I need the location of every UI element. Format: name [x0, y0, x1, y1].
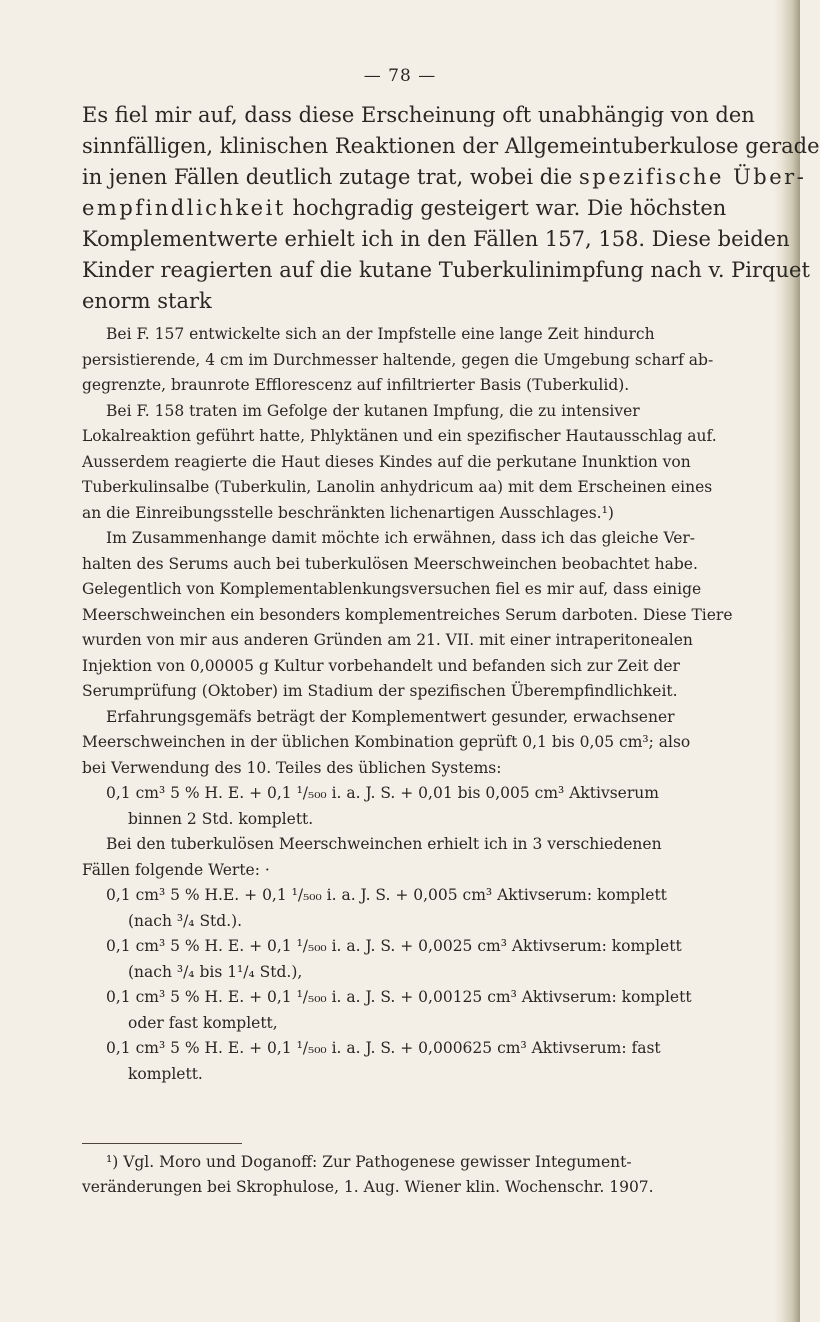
body-line: 0,1 cm³ 5 % H.E. + 0,1 ¹/₅₀₀ i. a. J. S. + 0,005 cm³ Aktivserum: komplett — [106, 886, 667, 904]
body-line: gegrenzte, braunrote Efflorescenz auf infiltrierter Basis (Tuberkulid). — [82, 376, 630, 394]
intro-line: empfindlichkeit hochgradig gesteigert war. Die höchsten — [82, 196, 727, 220]
body-line: wurden von mir aus anderen Gründen am 21. VII. mit einer intraperitonealen — [82, 631, 693, 649]
body-line: komplett. — [128, 1064, 203, 1083]
spaced-emphasis: spezifische Über- — [579, 165, 807, 189]
body-line: Meerschweinchen ein besonders komplementreiches Serum darboten. Diese Tiere — [82, 605, 733, 624]
spaced-emphasis: empfindlichkeit — [82, 196, 286, 220]
body-line: (nach ³/₄ bis 1¹/₄ Std.), — [128, 962, 303, 981]
footnote-line: ¹) Vgl. Moro und Doganoff: Zur Pathogenese gewisser Integument- — [106, 1153, 632, 1171]
intro-line: Es fiel mir auf, dass diese Erscheinung oft unabhängig von den — [82, 103, 755, 127]
body-line: Bei F. 157 entwickelte sich an der Impfstelle eine lange Zeit hindurch — [106, 325, 655, 343]
body-line: 0,1 cm³ 5 % H. E. + 0,1 ¹/₅₀₀ i. a. J. S. + 0,0025 cm³ Aktivserum: komplett — [106, 937, 682, 955]
body-line: an die Einreibungsstelle beschränkten lichenartigen Ausschlages.¹) — [82, 503, 614, 522]
page-number: — 78 — — [363, 66, 437, 86]
body-line: Bei F. 158 traten im Gefolge der kutanen Impfung, die zu intensiver — [106, 401, 640, 420]
body-line: Erfahrungsgemäfs beträgt der Komplementwert gesunder, erwachsener — [106, 707, 675, 726]
body-line: Gelegentlich von Komplementablenkungsversuchen fiel es mir auf, dass einige — [82, 580, 702, 598]
body-line: Tuberkulinsalbe (Tuberkulin, Lanolin anhydricum aa) mit dem Erscheinen eines — [82, 478, 713, 496]
body-line: Serumprüfung (Oktober) im Stadium der spezifischen Überempfindlichkeit. — [82, 682, 678, 700]
body-line: Im Zusammenhange damit möchte ich erwähnen, dass ich das gleiche Ver- — [106, 529, 696, 547]
small-print-body — [82, 322, 762, 1087]
body-line: 0,1 cm³ 5 % H. E. + 0,1 ¹/₅₀₀ i. a. J. S. + 0,00125 cm³ Aktivserum: komplett — [106, 988, 692, 1006]
intro-line: in jenen Fällen deutlich zutage trat, wobei die spezifische Über- — [82, 165, 807, 189]
body-line: bei Verwendung des 10. Teiles des üblichen Systems: — [82, 758, 502, 777]
intro-line: Komplementwerte erhielt ich in den Fällen 157, 158. Diese beiden — [82, 227, 790, 251]
body-line: binnen 2 Std. komplett. — [128, 809, 314, 828]
body-line: persistierende, 4 cm im Durchmesser haltende, gegen die Umgebung scharf ab- — [82, 350, 714, 369]
body-line: Bei den tuberkulösen Meerschweinchen erhielt ich in 3 verschiedenen — [106, 835, 662, 853]
body-line: 0,1 cm³ 5 % H. E. + 0,1 ¹/₅₀₀ i. a. J. S. + 0,000625 cm³ Aktivserum: fast — [106, 1039, 661, 1057]
footnote-rule — [82, 1143, 242, 1144]
page-edge-shadow — [774, 0, 800, 1322]
body-line: 0,1 cm³ 5 % H. E. + 0,1 ¹/₅₀₀ i. a. J. S. + 0,01 bis 0,005 cm³ Aktivserum — [106, 784, 659, 802]
intro-line: enorm stark — [82, 289, 212, 313]
body-line: Lokalreaktion geführt hatte, Phlyktänen und ein spezifischer Hautausschlag auf. — [82, 427, 717, 445]
footnote-line: veränderungen bei Skrophulose, 1. Aug. Wiener klin. Wochenschr. 1907. — [82, 1178, 654, 1196]
intro-paragraph — [82, 100, 820, 317]
body-line: Meerschweinchen in der üblichen Kombination geprüft 0,1 bis 0,05 cm³; also — [82, 733, 691, 751]
intro-line: Kinder reagierten auf die kutane Tuberkulinimpfung nach v. Pirquet — [82, 258, 810, 282]
body-line: halten des Serums auch bei tuberkulösen Meerschweinchen beobachtet habe. — [82, 554, 698, 573]
body-line: Injektion von 0,00005 g Kultur vorbehandelt und befanden sich zur Zeit der — [82, 656, 680, 675]
body-line: (nach ³/₄ Std.). — [128, 911, 243, 930]
body-line: Ausserdem reagierte die Haut dieses Kindes auf die perkutane Inunktion von — [82, 452, 691, 471]
body-line: Fällen folgende Werte: · — [82, 860, 270, 879]
body-line: oder fast komplett, — [128, 1013, 278, 1032]
intro-line: sinnfälligen, klinischen Reaktionen der Allgemeintuberkulose gerade — [82, 134, 820, 158]
footnote — [82, 1150, 762, 1200]
